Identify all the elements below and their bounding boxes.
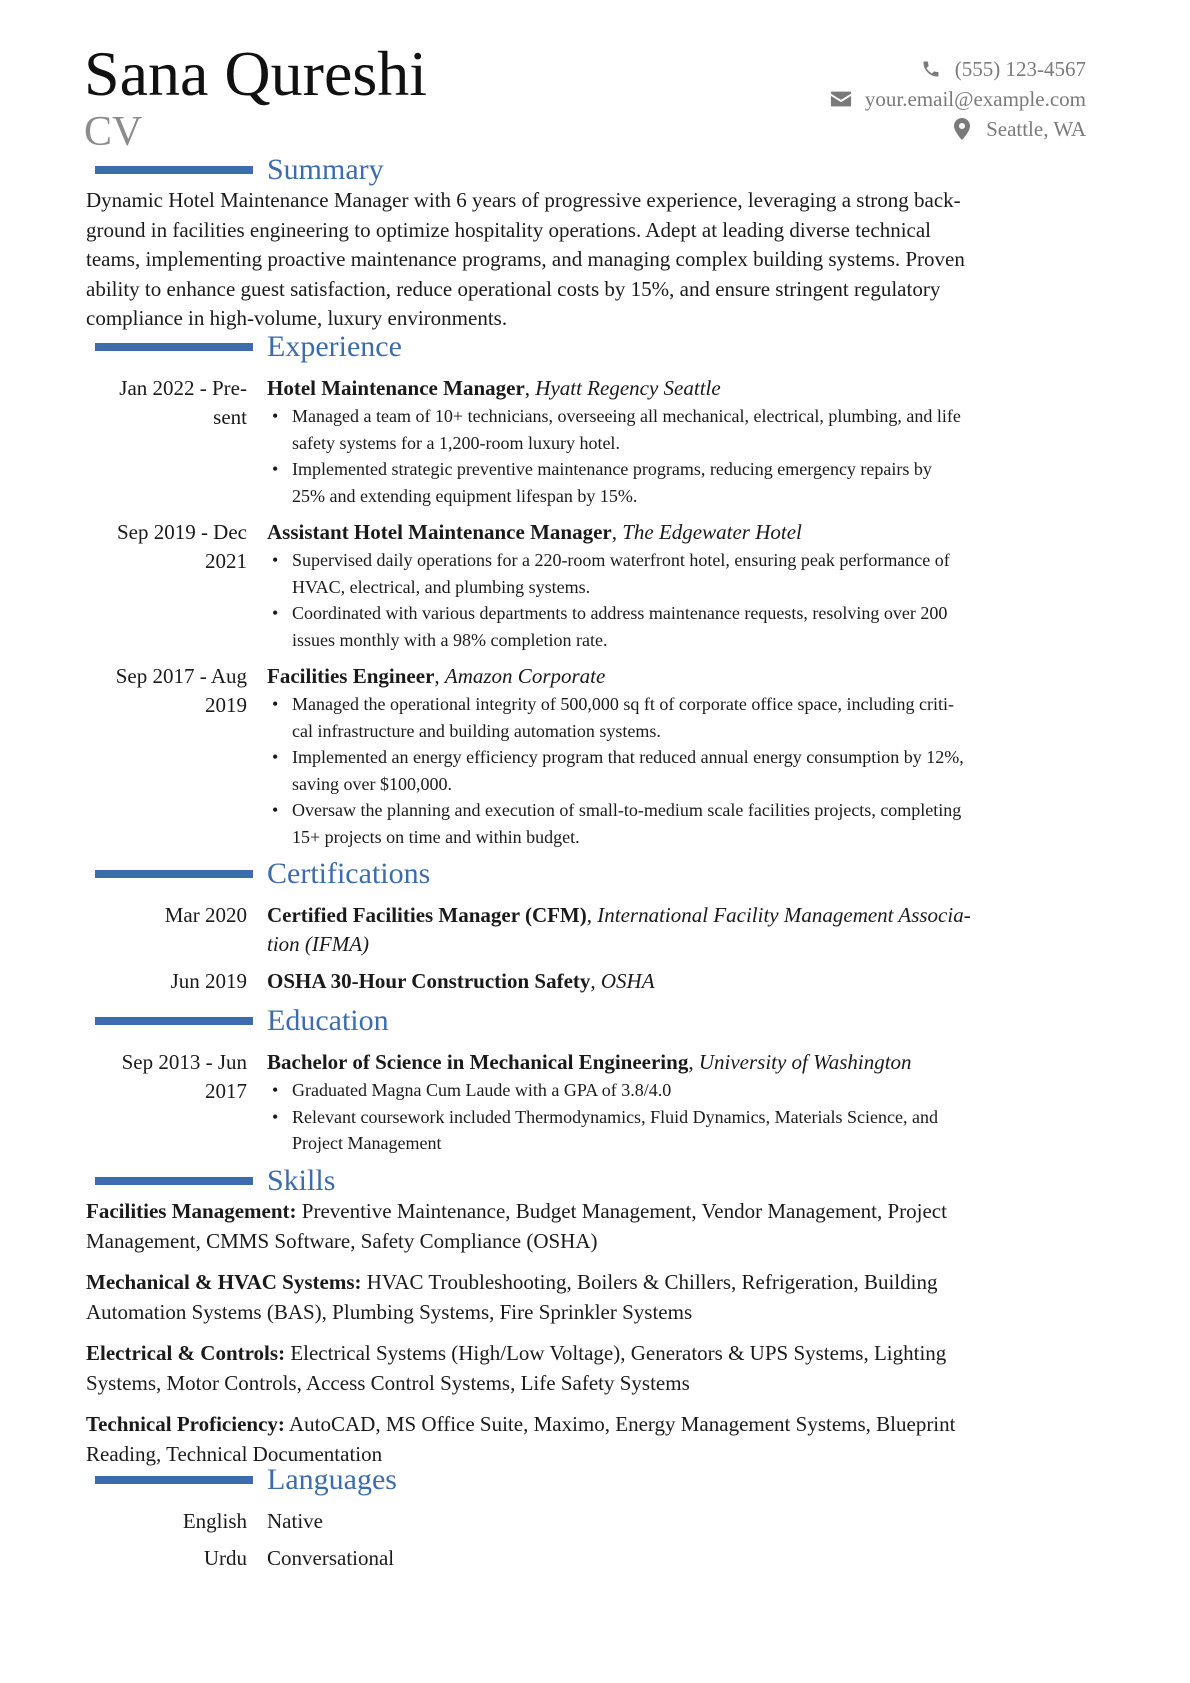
section-bar	[95, 1017, 253, 1025]
contact-email[interactable]: your.email@example.com	[864, 87, 1086, 111]
contact-location: Seattle, WA	[986, 117, 1086, 141]
list-item	[267, 1104, 1102, 1157]
list-item	[267, 600, 1102, 653]
bullet-line: saving over $100,000.	[292, 773, 452, 794]
employer: Amazon Corporate	[444, 664, 606, 688]
contact-email-row	[829, 84, 1086, 114]
skill-items: Preventive Maintenance, Budget Management, Vendor Management, Project	[296, 1199, 947, 1223]
section-title: Education	[267, 1004, 389, 1037]
language-name: English	[182, 1509, 247, 1533]
entry-heading-continued	[267, 930, 1102, 959]
skill-items: HVAC Troubleshooting, Boilers & Chillers, Refrigeration, Building	[361, 1270, 938, 1294]
issuer: tion (IFMA)	[267, 932, 370, 956]
skill-items: Management, CMMS Software, Safety Compliance (OSHA)	[86, 1228, 598, 1253]
date-line: Sep 2019 - Dec	[116, 520, 247, 544]
skill-group	[86, 1339, 1106, 1398]
list-item	[267, 797, 1102, 850]
contact-location-row	[829, 114, 1086, 144]
language-name: Urdu	[203, 1546, 247, 1570]
entry-date	[84, 1048, 247, 1106]
skill-items: Automation Systems (BAS), Plumbing Systems, Fire Sprinkler Systems	[86, 1299, 693, 1324]
skill-group	[86, 1268, 1106, 1327]
entry-heading: Facilities Engineer, Amazon Corporate	[267, 664, 606, 688]
list-item	[267, 403, 1102, 456]
entry-heading: Certified Facilities Manager (CFM), International Facility Management Associa-	[267, 903, 971, 927]
bullet-line: Relevant coursework included Thermodynamics, Fluid Dynamics, Materials Science, and	[292, 1106, 938, 1127]
certifications-section	[0, 858, 1190, 894]
entry-heading: OSHA 30-Hour Construction Safety, OSHA	[267, 969, 655, 993]
contact-phone-row	[829, 54, 1086, 84]
bullet-line: Graduated Magna Cum Laude with a GPA of 3.8/4.0	[292, 1080, 672, 1100]
entry-body	[267, 1048, 1102, 1157]
education-section	[0, 1005, 1190, 1041]
list-item	[267, 744, 1102, 797]
job-title: Facilities Engineer	[267, 664, 435, 688]
bullet-line: Project Management	[292, 1133, 442, 1153]
section-title: Certifications	[267, 857, 431, 890]
entry-heading: Hotel Maintenance Manager, Hyatt Regency Seattle	[267, 376, 721, 400]
date-line: 2017	[205, 1079, 247, 1103]
contact-block	[829, 54, 1086, 144]
skill-items: AutoCAD, MS Office Suite, Maximo, Energy Management Systems, Blueprint	[284, 1412, 956, 1436]
entry-date: Mar 2020	[164, 903, 247, 927]
language-level: Native	[267, 1509, 323, 1533]
date-line: 2019	[205, 693, 247, 717]
section-bar	[95, 343, 253, 351]
skill-category: Technical Proficiency:	[86, 1412, 285, 1436]
experience-section	[0, 331, 1190, 367]
skill-group	[86, 1410, 1106, 1469]
skill-category: Facilities Management:	[86, 1199, 297, 1223]
summary-line: compliance in high-volume, luxury environments.	[86, 306, 508, 330]
date-line: Jan 2022 - Pre-	[119, 376, 247, 400]
phone-icon	[919, 58, 943, 80]
issuer: International Facility Management Associa-	[597, 903, 971, 927]
entry-date: Jun 2019	[170, 969, 247, 993]
employer: Hyatt Regency Seattle	[535, 376, 721, 400]
list-item	[267, 547, 1102, 600]
bullet-line: HVAC, electrical, and plumbing systems.	[292, 576, 591, 597]
list-item	[267, 1077, 1102, 1104]
date-line: Sep 2013 - Jun	[121, 1050, 247, 1074]
candidate-name: Sana Qureshi	[84, 38, 428, 109]
job-title: Hotel Maintenance Manager	[267, 376, 525, 400]
bullet-line: Coordinated with various departments to address maintenance requests, resolving over 200	[292, 603, 948, 623]
bullet-line: Supervised daily operations for a 220-room waterfront hotel, ensuring peak performance of	[292, 550, 950, 570]
section-title: Skills	[267, 1164, 336, 1197]
contact-phone[interactable]: (555) 123-4567	[954, 57, 1086, 81]
languages-heading	[0, 1464, 1190, 1500]
summary-section	[0, 154, 1190, 190]
date-line: sent	[213, 405, 247, 429]
section-bar	[95, 870, 253, 878]
certifications-heading	[0, 858, 1190, 894]
section-bar	[95, 166, 253, 174]
bullet-line: cal infrastructure and building automation systems.	[292, 720, 661, 741]
institution: University of Washington	[698, 1050, 912, 1074]
section-bar	[95, 1476, 253, 1484]
section-title: Experience	[267, 330, 402, 363]
list-item	[267, 691, 1102, 744]
envelope-icon	[829, 88, 853, 110]
skills-section	[0, 1165, 1190, 1201]
bullet-list	[267, 691, 1102, 850]
bullet-line: Managed a team of 10+ technicians, overseeing all mechanical, electrical, plumbing, and life	[292, 406, 961, 426]
bullet-line: 15+ projects on time and within budget.	[292, 826, 580, 847]
summary-line: ground in facilities engineering to optimize hospitality operations. Adept at leading diverse technical	[86, 217, 932, 242]
experience-heading	[0, 331, 1190, 367]
entry-date	[84, 662, 247, 720]
summary-text	[86, 186, 1106, 334]
summary-line: ability to enhance guest satisfaction, reduce operational costs by 15%, and ensure stringent regulatory	[86, 276, 941, 301]
bullet-list	[267, 403, 1102, 509]
bullet-line: safety systems for a 1,200-room luxury hotel.	[292, 432, 620, 453]
entry-body	[267, 518, 1102, 653]
skills-heading	[0, 1165, 1190, 1201]
section-bar	[95, 1177, 253, 1185]
summary-line: Dynamic Hotel Maintenance Manager with 6 years of progressive experience, leveraging a strong back-	[86, 188, 961, 212]
list-item	[267, 456, 1102, 509]
degree-title: Bachelor of Science in Mechanical Engineering	[267, 1050, 689, 1074]
bullet-line: issues monthly with a 98% completion rate.	[292, 629, 608, 650]
date-line: Sep 2017 - Aug	[115, 664, 247, 688]
skill-items: Reading, Technical Documentation	[86, 1441, 383, 1466]
skill-items: Electrical Systems (High/Low Voltage), Generators & UPS Systems, Lighting	[285, 1341, 947, 1365]
bullet-line: Implemented an energy efficiency program that reduced annual energy consumption by 12%,	[292, 747, 964, 767]
issuer: OSHA	[600, 969, 655, 993]
bullet-line: Managed the operational integrity of 500,000 sq ft of corporate office space, including criti-	[292, 694, 954, 714]
section-title: Languages	[267, 1463, 397, 1496]
summary-heading	[0, 154, 1190, 190]
education-heading	[0, 1005, 1190, 1041]
bullet-list	[267, 1077, 1102, 1157]
date-line: 2021	[205, 549, 247, 573]
skill-group	[86, 1197, 1106, 1256]
language-level: Conversational	[267, 1546, 395, 1570]
entry-body	[267, 374, 1102, 509]
bullet-line: Oversaw the planning and execution of small-to-medium scale facilities projects, completing	[292, 800, 962, 820]
entry-body	[267, 901, 1102, 959]
section-title: Summary	[267, 153, 384, 186]
certification-title: Certified Facilities Manager (CFM)	[267, 903, 587, 927]
entry-date	[84, 518, 247, 576]
employer: The Edgewater Hotel	[622, 520, 802, 544]
skill-category: Mechanical & HVAC Systems:	[86, 1270, 362, 1294]
entry-heading: Bachelor of Science in Mechanical Engineering, University of Washington	[267, 1050, 912, 1074]
document-subtitle: CV	[84, 109, 143, 155]
bullet-line: Implemented strategic preventive maintenance programs, reducing emergency repairs by	[292, 459, 932, 479]
bullet-list	[267, 547, 1102, 653]
skill-category: Electrical & Controls:	[86, 1341, 286, 1365]
entry-heading: Assistant Hotel Maintenance Manager, The Edgewater Hotel	[267, 520, 802, 544]
languages-section	[0, 1464, 1190, 1500]
job-title: Assistant Hotel Maintenance Manager	[267, 520, 612, 544]
bullet-line: 25% and extending equipment lifespan by 15%.	[292, 485, 638, 506]
entry-body	[267, 662, 1102, 850]
certification-title: OSHA 30-Hour Construction Safety	[267, 969, 591, 993]
entry-date	[84, 374, 247, 432]
summary-line: teams, implementing proactive maintenance programs, and managing complex building systems. Proven	[86, 247, 965, 271]
map-marker-icon	[950, 118, 974, 140]
entry-body	[267, 967, 1102, 996]
skill-items: Systems, Motor Controls, Access Control Systems, Life Safety Systems	[86, 1370, 690, 1395]
